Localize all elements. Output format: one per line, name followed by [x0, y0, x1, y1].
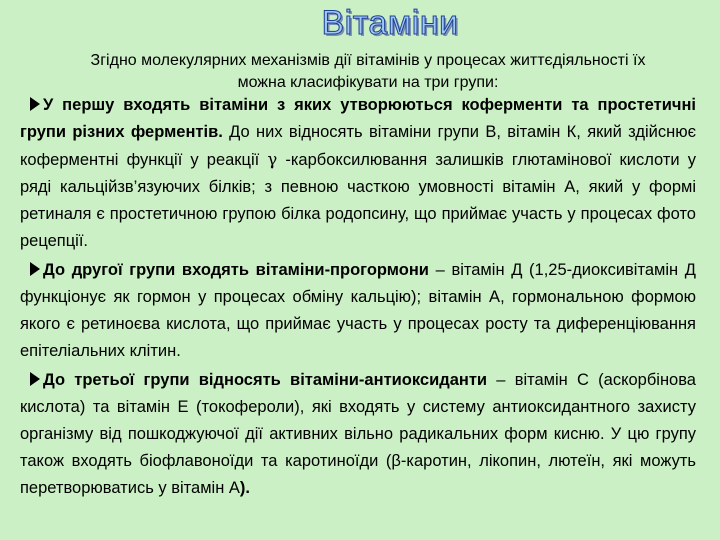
group-1-text-cont: -карбоксилювання залишків глютамінової кислоти у ряді кальційзв’язуючих білків; з певною часткою умовності вітамін А, який у формі ретиналя є простетичною групою білка родопсину, що приймає участь у процесах фото рецепції.: [20, 151, 697, 250]
group-2-heading: До другої групи входять вітаміни-прогормони: [43, 261, 429, 279]
arrow-bullet-icon: [30, 262, 40, 276]
group-1-heading: У першу входять вітаміни з яких утворюються коферменти та простетичні групи різних ферментів.: [20, 96, 696, 141]
gamma-symbol: γ: [267, 150, 278, 169]
group-2: [20, 257, 696, 365]
arrow-bullet-icon: [30, 97, 40, 111]
group-3: [20, 367, 696, 502]
group-3-text-end: ).: [239, 479, 250, 497]
group-3-text: – вітамін С (аскорбінова кислота) та вітамін Е (токофероли), які входять у систему антиоксидантного захисту організму від пошкоджуючої дії активних вільно радикальних форм кисню. У цю групу також входять біофлавоноїди та каротиноїди (β-каротин, лікопин, лютеїн, які можуть перетворюватись у вітамін А: [20, 371, 696, 497]
slide-title: Вітаміни: [321, 4, 459, 42]
group-2-text: – вітамін Д (1,25-диоксивітамін Д функціонує як гормон у процесах обміну кальцію); вітамін А, гормональною формою якого є ретиноєва кислота, що приймає участь у процесах росту та диференціювання епітеліальних клітин.: [20, 261, 696, 360]
group-1: [20, 92, 696, 255]
intro-text: Згідно молекулярних механізмів дії вітамінів у процесах життєдіяльності їх можна класифікувати на три групи:: [90, 52, 646, 91]
group-3-heading: До третьої групи відносять вітаміни-антиоксиданти: [43, 371, 488, 389]
groups-list: [20, 92, 696, 504]
arrow-bullet-icon: [30, 372, 40, 386]
group-1-text: До них відносять вітаміни групи В, вітамін К, який здійснює коферментні функції у реакції: [20, 123, 696, 169]
